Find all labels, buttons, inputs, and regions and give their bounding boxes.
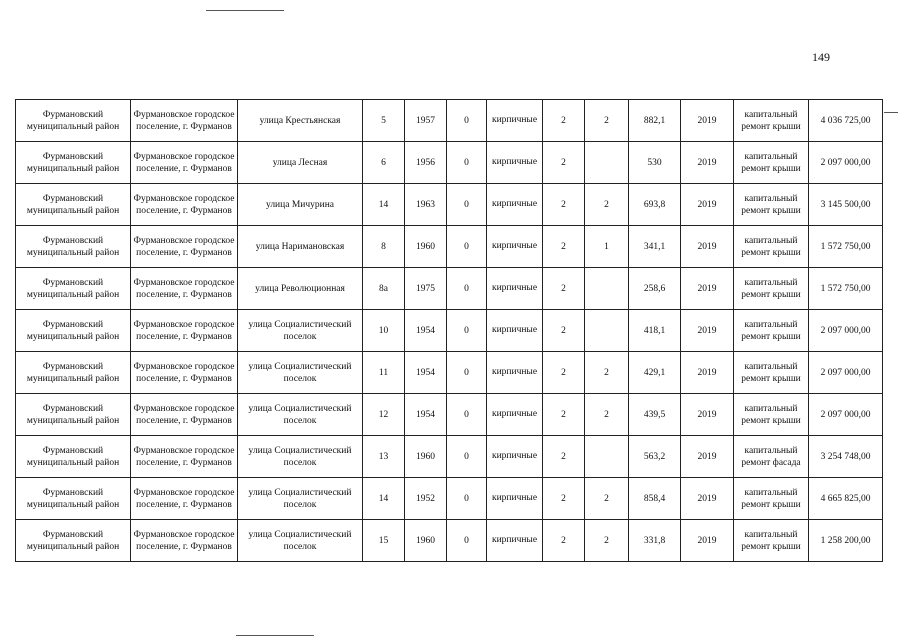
street-cell: улица Мичурина — [238, 184, 363, 226]
cost-cell: 2 097 000,00 — [809, 310, 883, 352]
table-row — [16, 100, 883, 142]
cost-cell: 1 572 750,00 — [809, 268, 883, 310]
zero-cell: 0 — [447, 352, 487, 394]
settlement-cell: Фурмановское городское поселение, г. Фурманов — [131, 142, 238, 184]
area-cell: 882,1 — [629, 100, 681, 142]
build-year-cell: 1975 — [405, 268, 447, 310]
wall-material-cell: кирпичные — [487, 100, 543, 142]
settlement-cell: Фурмановское городское поселение, г. Фурманов — [131, 310, 238, 352]
work-type-cell: капитальный ремонт крыши — [734, 478, 809, 520]
house-number-cell: 14 — [363, 478, 405, 520]
cost-cell: 3 145 500,00 — [809, 184, 883, 226]
settlement-cell: Фурмановское городское поселение, г. Фурманов — [131, 436, 238, 478]
floors-cell: 2 — [543, 100, 585, 142]
plan-year-cell: 2019 — [681, 226, 734, 268]
area-cell: 530 — [629, 142, 681, 184]
house-number-cell: 6 — [363, 142, 405, 184]
zero-cell: 0 — [447, 310, 487, 352]
area-cell: 418,1 — [629, 310, 681, 352]
street-cell: улица Социалистический поселок — [238, 310, 363, 352]
work-type-cell: капитальный ремонт крыши — [734, 184, 809, 226]
entrances-cell: 2 — [585, 352, 629, 394]
street-cell: улица Социалистический поселок — [238, 478, 363, 520]
table-row — [16, 184, 883, 226]
wall-material-cell: кирпичные — [487, 268, 543, 310]
table-row — [16, 436, 883, 478]
district-cell: Фурмановский муниципальный район — [16, 436, 131, 478]
settlement-cell: Фурмановское городское поселение, г. Фурманов — [131, 226, 238, 268]
cost-cell: 3 254 748,00 — [809, 436, 883, 478]
house-number-cell: 14 — [363, 184, 405, 226]
zero-cell: 0 — [447, 142, 487, 184]
floors-cell: 2 — [543, 310, 585, 352]
floors-cell: 2 — [543, 394, 585, 436]
cost-cell: 1 572 750,00 — [809, 226, 883, 268]
work-type-cell: капитальный ремонт крыши — [734, 310, 809, 352]
plan-year-cell: 2019 — [681, 520, 734, 562]
street-cell: улица Социалистический поселок — [238, 352, 363, 394]
floors-cell: 2 — [543, 478, 585, 520]
street-cell: улица Лесная — [238, 142, 363, 184]
work-type-cell: капитальный ремонт крыши — [734, 100, 809, 142]
district-cell: Фурмановский муниципальный район — [16, 268, 131, 310]
build-year-cell: 1954 — [405, 310, 447, 352]
zero-cell: 0 — [447, 226, 487, 268]
zero-cell: 0 — [447, 268, 487, 310]
table-row — [16, 142, 883, 184]
area-cell: 341,1 — [629, 226, 681, 268]
build-year-cell: 1957 — [405, 100, 447, 142]
area-cell: 331,8 — [629, 520, 681, 562]
area-cell: 258,6 — [629, 268, 681, 310]
zero-cell: 0 — [447, 478, 487, 520]
table-row — [16, 268, 883, 310]
work-type-cell: капитальный ремонт крыши — [734, 142, 809, 184]
table-row — [16, 226, 883, 268]
settlement-cell: Фурмановское городское поселение, г. Фурманов — [131, 268, 238, 310]
build-year-cell: 1960 — [405, 226, 447, 268]
street-cell: улица Крестьянская — [238, 100, 363, 142]
settlement-cell: Фурмановское городское поселение, г. Фурманов — [131, 520, 238, 562]
house-number-cell: 13 — [363, 436, 405, 478]
page-number: 149 — [812, 50, 830, 64]
district-cell: Фурмановский муниципальный район — [16, 142, 131, 184]
area-cell: 563,2 — [629, 436, 681, 478]
build-year-cell: 1954 — [405, 352, 447, 394]
street-cell: улица Социалистический поселок — [238, 394, 363, 436]
house-number-cell: 12 — [363, 394, 405, 436]
table-row — [16, 520, 883, 562]
table-body — [16, 100, 883, 562]
plan-year-cell: 2019 — [681, 436, 734, 478]
entrances-cell: 2 — [585, 520, 629, 562]
street-cell: улица Наримановская — [238, 226, 363, 268]
entrances-cell — [585, 142, 629, 184]
wall-material-cell: кирпичные — [487, 142, 543, 184]
area-cell: 429,1 — [629, 352, 681, 394]
work-type-cell: капитальный ремонт крыши — [734, 268, 809, 310]
floors-cell: 2 — [543, 436, 585, 478]
floors-cell: 2 — [543, 352, 585, 394]
settlement-cell: Фурмановское городское поселение, г. Фурманов — [131, 352, 238, 394]
build-year-cell: 1952 — [405, 478, 447, 520]
street-cell: улица Социалистический поселок — [238, 436, 363, 478]
build-year-cell: 1954 — [405, 394, 447, 436]
bottom-rule — [236, 635, 314, 636]
wall-material-cell: кирпичные — [487, 520, 543, 562]
settlement-cell: Фурмановское городское поселение, г. Фурманов — [131, 394, 238, 436]
district-cell: Фурмановский муниципальный район — [16, 226, 131, 268]
zero-cell: 0 — [447, 394, 487, 436]
wall-material-cell: кирпичные — [487, 352, 543, 394]
entrances-cell: 2 — [585, 394, 629, 436]
cost-cell: 2 097 000,00 — [809, 394, 883, 436]
house-number-cell: 15 — [363, 520, 405, 562]
district-cell: Фурмановский муниципальный район — [16, 478, 131, 520]
plan-year-cell: 2019 — [681, 394, 734, 436]
settlement-cell: Фурмановское городское поселение, г. Фурманов — [131, 184, 238, 226]
plan-year-cell: 2019 — [681, 184, 734, 226]
house-number-cell: 5 — [363, 100, 405, 142]
area-cell: 439,5 — [629, 394, 681, 436]
entrances-cell: 2 — [585, 478, 629, 520]
district-cell: Фурмановский муниципальный район — [16, 352, 131, 394]
build-year-cell: 1963 — [405, 184, 447, 226]
work-type-cell: капитальный ремонт фасада — [734, 436, 809, 478]
wall-material-cell: кирпичные — [487, 436, 543, 478]
cost-cell: 2 097 000,00 — [809, 352, 883, 394]
house-number-cell: 10 — [363, 310, 405, 352]
floors-cell: 2 — [543, 142, 585, 184]
top-rule — [206, 10, 284, 11]
entrances-cell — [585, 436, 629, 478]
entrances-cell — [585, 310, 629, 352]
cost-cell: 1 258 200,00 — [809, 520, 883, 562]
entrances-cell — [585, 268, 629, 310]
work-type-cell: капитальный ремонт крыши — [734, 394, 809, 436]
plan-year-cell: 2019 — [681, 478, 734, 520]
table-row — [16, 310, 883, 352]
repair-register-table — [15, 99, 883, 562]
street-cell: улица Революционная — [238, 268, 363, 310]
wall-material-cell: кирпичные — [487, 478, 543, 520]
entrances-cell: 2 — [585, 100, 629, 142]
settlement-cell: Фурмановское городское поселение, г. Фурманов — [131, 478, 238, 520]
floors-cell: 2 — [543, 520, 585, 562]
district-cell: Фурмановский муниципальный район — [16, 520, 131, 562]
district-cell: Фурмановский муниципальный район — [16, 394, 131, 436]
wall-material-cell: кирпичные — [487, 310, 543, 352]
plan-year-cell: 2019 — [681, 352, 734, 394]
floors-cell: 2 — [543, 184, 585, 226]
zero-cell: 0 — [447, 100, 487, 142]
house-number-cell: 8 — [363, 226, 405, 268]
cost-cell: 4 665 825,00 — [809, 478, 883, 520]
floors-cell: 2 — [543, 226, 585, 268]
table-row — [16, 352, 883, 394]
area-cell: 858,4 — [629, 478, 681, 520]
house-number-cell: 11 — [363, 352, 405, 394]
floors-cell: 2 — [543, 268, 585, 310]
street-cell: улица Социалистический поселок — [238, 520, 363, 562]
table-row — [16, 478, 883, 520]
zero-cell: 0 — [447, 520, 487, 562]
house-number-cell: 8а — [363, 268, 405, 310]
table-row — [16, 394, 883, 436]
zero-cell: 0 — [447, 184, 487, 226]
plan-year-cell: 2019 — [681, 310, 734, 352]
area-cell: 693,8 — [629, 184, 681, 226]
entrances-cell: 2 — [585, 184, 629, 226]
cost-cell: 4 036 725,00 — [809, 100, 883, 142]
district-cell: Фурмановский муниципальный район — [16, 184, 131, 226]
plan-year-cell: 2019 — [681, 268, 734, 310]
settlement-cell: Фурмановское городское поселение, г. Фурманов — [131, 100, 238, 142]
plan-year-cell: 2019 — [681, 100, 734, 142]
build-year-cell: 1960 — [405, 436, 447, 478]
wall-material-cell: кирпичные — [487, 394, 543, 436]
cost-cell: 2 097 000,00 — [809, 142, 883, 184]
side-mark — [884, 112, 898, 113]
wall-material-cell: кирпичные — [487, 226, 543, 268]
district-cell: Фурмановский муниципальный район — [16, 100, 131, 142]
work-type-cell: капитальный ремонт крыши — [734, 226, 809, 268]
zero-cell: 0 — [447, 436, 487, 478]
entrances-cell: 1 — [585, 226, 629, 268]
build-year-cell: 1956 — [405, 142, 447, 184]
wall-material-cell: кирпичные — [487, 184, 543, 226]
plan-year-cell: 2019 — [681, 142, 734, 184]
work-type-cell: капитальный ремонт крыши — [734, 520, 809, 562]
work-type-cell: капитальный ремонт крыши — [734, 352, 809, 394]
district-cell: Фурмановский муниципальный район — [16, 310, 131, 352]
build-year-cell: 1960 — [405, 520, 447, 562]
